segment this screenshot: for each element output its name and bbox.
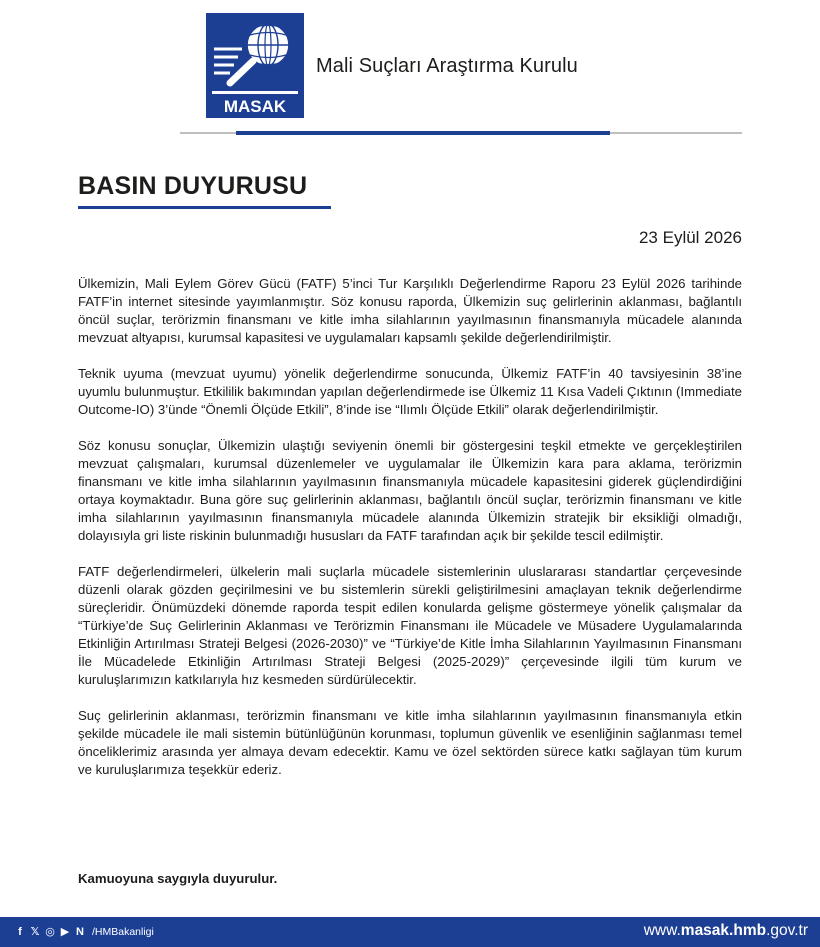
paragraph: Söz konusu sonuçlar, Ülkemizin ulaştığı seviyenin önemli bir göstergesini teşkil etmekte ve gerçekleştirilen mevzuat çalışmaları, kurumsal düzenlemeler ve uygulamalar ile Ülkemizin kara para aklama, terörizmin finansmanı ve kitle imha silahlarının yayılmasının finansmanıyla mücadele kapasitesini giderek güçlendirdiğini ortaya koymaktadır. Buna göre suç gelirlerinin aklanması, bağlantılı öncül suçlar, terörizmin finansmanı ve kitle imha silahlarının yayılmasının finansmanıyla mücadele alanında Ülkemizin stratejik bir eksikliği olmadığı, dolayısıyla gri liste riskinin bulunmadığı hususları da FATF tarafından açık bir şekilde tescil edilmiştir. xyxy=(78,438,742,543)
website-prefix: www. xyxy=(643,922,681,939)
closing-statement: Kamuoyuna saygıyla duyurulur. xyxy=(78,871,278,886)
header-divider-accent xyxy=(236,131,610,135)
paragraph: Ülkemizin, Mali Eylem Görev Gücü (FATF) 5’inci Tur Karşılıklı Değerlendirme Raporu 23 Eylül 2026 tarihinde FATF’in internet sitesinde yayımlanmıştır. Söz konusu raporda, Ülkemizin suç gelirlerinin aklanması, bağlantılı öncül suçlar, terörizmin finansmanı ve kitle imha silahlarının yayılmasının finansmanıyla mücadele alanında mevzuat altyapısı, kurumsal kapasitesi ve uygulamaları kapsamlı şekilde değerlendirilmiştir. xyxy=(78,276,742,345)
magnifier-icon xyxy=(214,49,253,83)
organization-name: Mali Suçları Araştırma Kurulu xyxy=(316,55,578,77)
page-title: BASIN DUYURUSU xyxy=(78,172,308,200)
website-suffix: .gov.tr xyxy=(766,922,808,939)
social-links xyxy=(14,925,154,938)
footer-bar xyxy=(0,917,820,947)
announcement-date: 23 Eylül 2026 xyxy=(638,228,742,247)
x-icon[interactable]: 𝕏 xyxy=(30,926,40,938)
logo-text: MASAK xyxy=(223,97,287,116)
announcement-body xyxy=(78,275,742,797)
title-underline xyxy=(78,206,331,209)
facebook-icon[interactable]: f xyxy=(18,925,22,938)
paragraph: Teknik uyuma (mevzuat uyumu) yönelik değerlendirme sonucunda, Ülkemiz FATF’in 40 tavsiyesinin 38’ine uyumlu bulunmuştur. Etkililik bakımından yapılan değerlendirmede ise Ülkemiz 11 Kısa Vadeli Çıktının (Immediate Outcome-IO) 3’ünde “Önemli Ölçüde Etkili”, 8’inde ise “Ilımlı Ölçüde Etkili” olarak değerlendirilmiştir. xyxy=(78,366,742,417)
social-handle[interactable]: /HMBakanligi xyxy=(92,925,154,938)
masak-logo xyxy=(206,13,304,118)
nsosyal-icon[interactable]: N xyxy=(76,925,84,938)
paragraph: Suç gelirlerinin aklanması, terörizmin finansmanı ve kitle imha silahlarının yayılmasının finansmanıyla etkin şekilde mücadele ile mali sistemin bütünlüğünün korunması, toplumun güvenlik ve esenliğinin sağlanması temel önceliklerimiz arasında yer almaya devam edecektir. Kamu ve özel sektörden sürece katkı sağlayan tüm kurum ve kuruluşlarımıza teşekkür ederiz. xyxy=(78,708,742,777)
paragraph: FATF değerlendirmeleri, ülkelerin mali suçlarla mücadele sistemlerinin uluslararası standartlar çerçevesinde düzenli olarak gözden geçirilmesini ve bu sistemlerin sürekli geliştirilmesini amaçlayan teknik değerlendirme süreçleridir. Önümüzdeki dönemde raporda tespit edilen konularda gelişme göstermeye yönelik çalışmalar da “Türkiye’de Suç Gelirlerinin Aklanması ve Terörizmin Finansmanı ile Mücadele ve Müsadere Uygulamalarında Etkinliğin Artırılması Strateji Belgesi (2026-2030)” ve “Türkiye’de Kitle İmha Silahlarının Yayılmasının Finansmanı İle Mücadelede Etkinliğin Artırılması Strateji Belgesi (2025-2029)” çerçevesinde ilgili tüm kurum ve kuruluşlarımızın katkılarıyla hız kesmeden sürdürülecektir. xyxy=(78,564,742,687)
website-link[interactable] xyxy=(644,922,808,940)
instagram-icon[interactable]: ◎ xyxy=(45,926,55,938)
youtube-icon[interactable]: ▶ xyxy=(60,926,70,938)
website-domain: masak.hmb xyxy=(680,922,767,939)
